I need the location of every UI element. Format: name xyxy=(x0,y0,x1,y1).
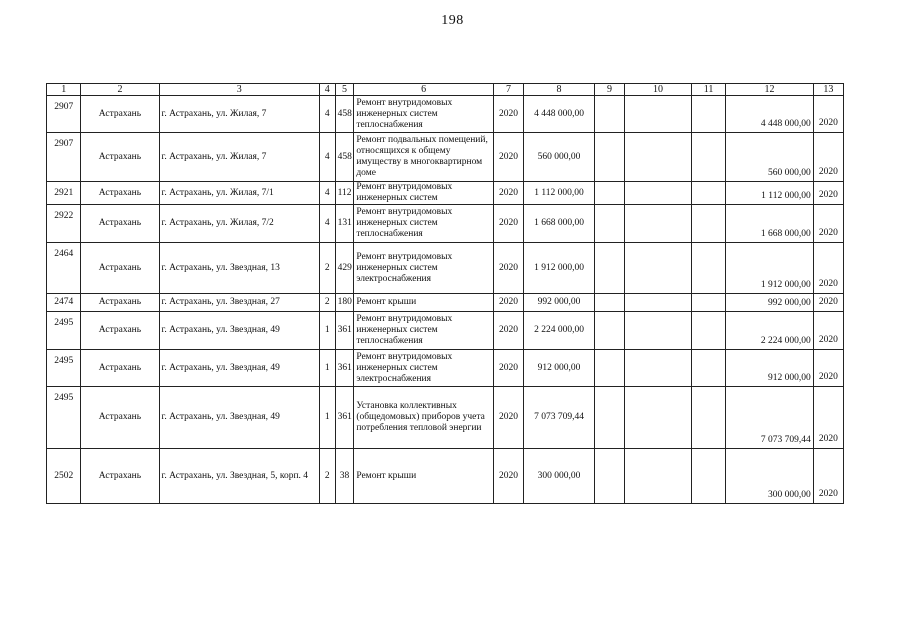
row-address: г. Астрахань, ул. Звездная, 5, корп. 4 xyxy=(159,449,319,504)
row-id: 2907 xyxy=(47,96,81,133)
row-work: Установка коллективных (общедомовых) приборов учета потребления тепловой энергии xyxy=(354,387,494,449)
row-total: 560 000,00 xyxy=(726,133,814,182)
row-total: 300 000,00 xyxy=(726,449,814,504)
row-col10 xyxy=(625,312,692,350)
row-city: Астрахань xyxy=(81,96,159,133)
column-header: 5 xyxy=(335,84,354,96)
row-col10 xyxy=(625,387,692,449)
row-total: 912 000,00 xyxy=(726,350,814,387)
row-col10 xyxy=(625,96,692,133)
row-cost: 992 000,00 xyxy=(524,294,595,312)
row-address: г. Астрахань, ул. Звездная, 13 xyxy=(159,243,319,294)
row-year: 2020 xyxy=(493,312,523,350)
row-col11 xyxy=(691,294,725,312)
row-city: Астрахань xyxy=(81,387,159,449)
row-area: 458 xyxy=(335,96,354,133)
table-row xyxy=(47,243,844,294)
column-header: 4 xyxy=(319,84,335,96)
table-row xyxy=(47,312,844,350)
row-col10 xyxy=(625,294,692,312)
row-year: 2020 xyxy=(493,449,523,504)
row-col9 xyxy=(594,387,624,449)
row-col9 xyxy=(594,312,624,350)
row-id: 2495 xyxy=(47,387,81,449)
row-col10 xyxy=(625,449,692,504)
column-header: 12 xyxy=(726,84,814,96)
row-floors: 1 xyxy=(319,312,335,350)
row-col10 xyxy=(625,182,692,205)
row-area: 38 xyxy=(335,449,354,504)
row-year-end: 2020 xyxy=(813,350,843,387)
row-id: 2464 xyxy=(47,243,81,294)
table-row xyxy=(47,182,844,205)
row-cost: 912 000,00 xyxy=(524,350,595,387)
row-col9 xyxy=(594,96,624,133)
row-id: 2921 xyxy=(47,182,81,205)
row-year: 2020 xyxy=(493,350,523,387)
row-area: 361 xyxy=(335,350,354,387)
row-area: 112 xyxy=(335,182,354,205)
column-header: 1 xyxy=(47,84,81,96)
column-header: 10 xyxy=(625,84,692,96)
row-year: 2020 xyxy=(493,96,523,133)
row-total: 1 912 000,00 xyxy=(726,243,814,294)
row-city: Астрахань xyxy=(81,182,159,205)
row-col9 xyxy=(594,449,624,504)
row-cost: 2 224 000,00 xyxy=(524,312,595,350)
column-header: 9 xyxy=(594,84,624,96)
row-city: Астрахань xyxy=(81,294,159,312)
row-col11 xyxy=(691,133,725,182)
row-total: 1 112 000,00 xyxy=(726,182,814,205)
row-id: 2474 xyxy=(47,294,81,312)
row-total: 992 000,00 xyxy=(726,294,814,312)
row-cost: 1 112 000,00 xyxy=(524,182,595,205)
row-area: 131 xyxy=(335,205,354,243)
row-total: 4 448 000,00 xyxy=(726,96,814,133)
row-col11 xyxy=(691,312,725,350)
column-header: 8 xyxy=(524,84,595,96)
table-row xyxy=(47,205,844,243)
table-row xyxy=(47,294,844,312)
row-year-end: 2020 xyxy=(813,182,843,205)
row-work: Ремонт внутридомовых инженерных систем теплоснабжения xyxy=(354,205,494,243)
table-row xyxy=(47,96,844,133)
row-year: 2020 xyxy=(493,133,523,182)
row-col11 xyxy=(691,387,725,449)
row-year-end: 2020 xyxy=(813,243,843,294)
row-area: 361 xyxy=(335,312,354,350)
row-cost: 560 000,00 xyxy=(524,133,595,182)
row-work: Ремонт внутридомовых инженерных систем теплоснабжения xyxy=(354,96,494,133)
row-year: 2020 xyxy=(493,205,523,243)
table-row xyxy=(47,449,844,504)
column-header: 7 xyxy=(493,84,523,96)
row-address: г. Астрахань, ул. Жилая, 7 xyxy=(159,96,319,133)
row-year-end: 2020 xyxy=(813,312,843,350)
row-id: 2502 xyxy=(47,449,81,504)
page-number: 198 xyxy=(441,13,464,28)
row-city: Астрахань xyxy=(81,205,159,243)
row-area: 180 xyxy=(335,294,354,312)
column-header: 3 xyxy=(159,84,319,96)
row-year: 2020 xyxy=(493,294,523,312)
column-header-row xyxy=(47,84,844,96)
row-floors: 2 xyxy=(319,243,335,294)
row-floors: 2 xyxy=(319,294,335,312)
row-area: 361 xyxy=(335,387,354,449)
row-year-end: 2020 xyxy=(813,133,843,182)
column-header: 13 xyxy=(813,84,843,96)
row-total: 2 224 000,00 xyxy=(726,312,814,350)
row-col9 xyxy=(594,350,624,387)
row-work: Ремонт внутридомовых инженерных систем xyxy=(354,182,494,205)
row-address: г. Астрахань, ул. Звездная, 49 xyxy=(159,387,319,449)
repair-schedule-table xyxy=(46,83,844,504)
row-work: Ремонт внутридомовых инженерных систем электроснабжения xyxy=(354,350,494,387)
row-address: г. Астрахань, ул. Звездная, 49 xyxy=(159,350,319,387)
row-col11 xyxy=(691,449,725,504)
row-year: 2020 xyxy=(493,387,523,449)
row-col9 xyxy=(594,133,624,182)
table-row xyxy=(47,387,844,449)
row-col11 xyxy=(691,182,725,205)
row-city: Астрахань xyxy=(81,350,159,387)
row-address: г. Астрахань, ул. Жилая, 7/2 xyxy=(159,205,319,243)
row-year: 2020 xyxy=(493,182,523,205)
row-city: Астрахань xyxy=(81,312,159,350)
row-id: 2907 xyxy=(47,133,81,182)
row-address: г. Астрахань, ул. Звездная, 49 xyxy=(159,312,319,350)
row-year-end: 2020 xyxy=(813,205,843,243)
row-year-end: 2020 xyxy=(813,449,843,504)
row-floors: 4 xyxy=(319,96,335,133)
table-row xyxy=(47,133,844,182)
row-floors: 4 xyxy=(319,133,335,182)
row-cost: 300 000,00 xyxy=(524,449,595,504)
row-col9 xyxy=(594,294,624,312)
row-total: 1 668 000,00 xyxy=(726,205,814,243)
column-header: 6 xyxy=(354,84,494,96)
row-col10 xyxy=(625,133,692,182)
row-cost: 7 073 709,44 xyxy=(524,387,595,449)
row-year: 2020 xyxy=(493,243,523,294)
row-id: 2922 xyxy=(47,205,81,243)
row-floors: 1 xyxy=(319,387,335,449)
table-row xyxy=(47,350,844,387)
row-year-end: 2020 xyxy=(813,387,843,449)
row-col11 xyxy=(691,205,725,243)
row-address: г. Астрахань, ул. Звездная, 27 xyxy=(159,294,319,312)
row-col11 xyxy=(691,350,725,387)
row-floors: 1 xyxy=(319,350,335,387)
row-area: 458 xyxy=(335,133,354,182)
row-city: Астрахань xyxy=(81,133,159,182)
row-col9 xyxy=(594,243,624,294)
row-city: Астрахань xyxy=(81,449,159,504)
column-header: 11 xyxy=(691,84,725,96)
row-work: Ремонт внутридомовых инженерных систем теплоснабжения xyxy=(354,312,494,350)
row-address: г. Астрахань, ул. Жилая, 7/1 xyxy=(159,182,319,205)
row-city: Астрахань xyxy=(81,243,159,294)
row-year-end: 2020 xyxy=(813,96,843,133)
row-cost: 1 668 000,00 xyxy=(524,205,595,243)
row-floors: 2 xyxy=(319,449,335,504)
row-total: 7 073 709,44 xyxy=(726,387,814,449)
row-col9 xyxy=(594,182,624,205)
row-id: 2495 xyxy=(47,312,81,350)
row-floors: 4 xyxy=(319,182,335,205)
row-id: 2495 xyxy=(47,350,81,387)
row-floors: 4 xyxy=(319,205,335,243)
row-col10 xyxy=(625,205,692,243)
row-col11 xyxy=(691,96,725,133)
row-work: Ремонт внутридомовых инженерных систем электроснабжения xyxy=(354,243,494,294)
row-col9 xyxy=(594,205,624,243)
row-work: Ремонт крыши xyxy=(354,449,494,504)
column-header: 2 xyxy=(81,84,159,96)
row-col10 xyxy=(625,243,692,294)
row-col11 xyxy=(691,243,725,294)
row-cost: 4 448 000,00 xyxy=(524,96,595,133)
row-work: Ремонт подвальных помещений, относящихся к общему имуществу в многоквартирном доме xyxy=(354,133,494,182)
row-area: 429 xyxy=(335,243,354,294)
row-work: Ремонт крыши xyxy=(354,294,494,312)
row-address: г. Астрахань, ул. Жилая, 7 xyxy=(159,133,319,182)
row-cost: 1 912 000,00 xyxy=(524,243,595,294)
row-year-end: 2020 xyxy=(813,294,843,312)
row-col10 xyxy=(625,350,692,387)
